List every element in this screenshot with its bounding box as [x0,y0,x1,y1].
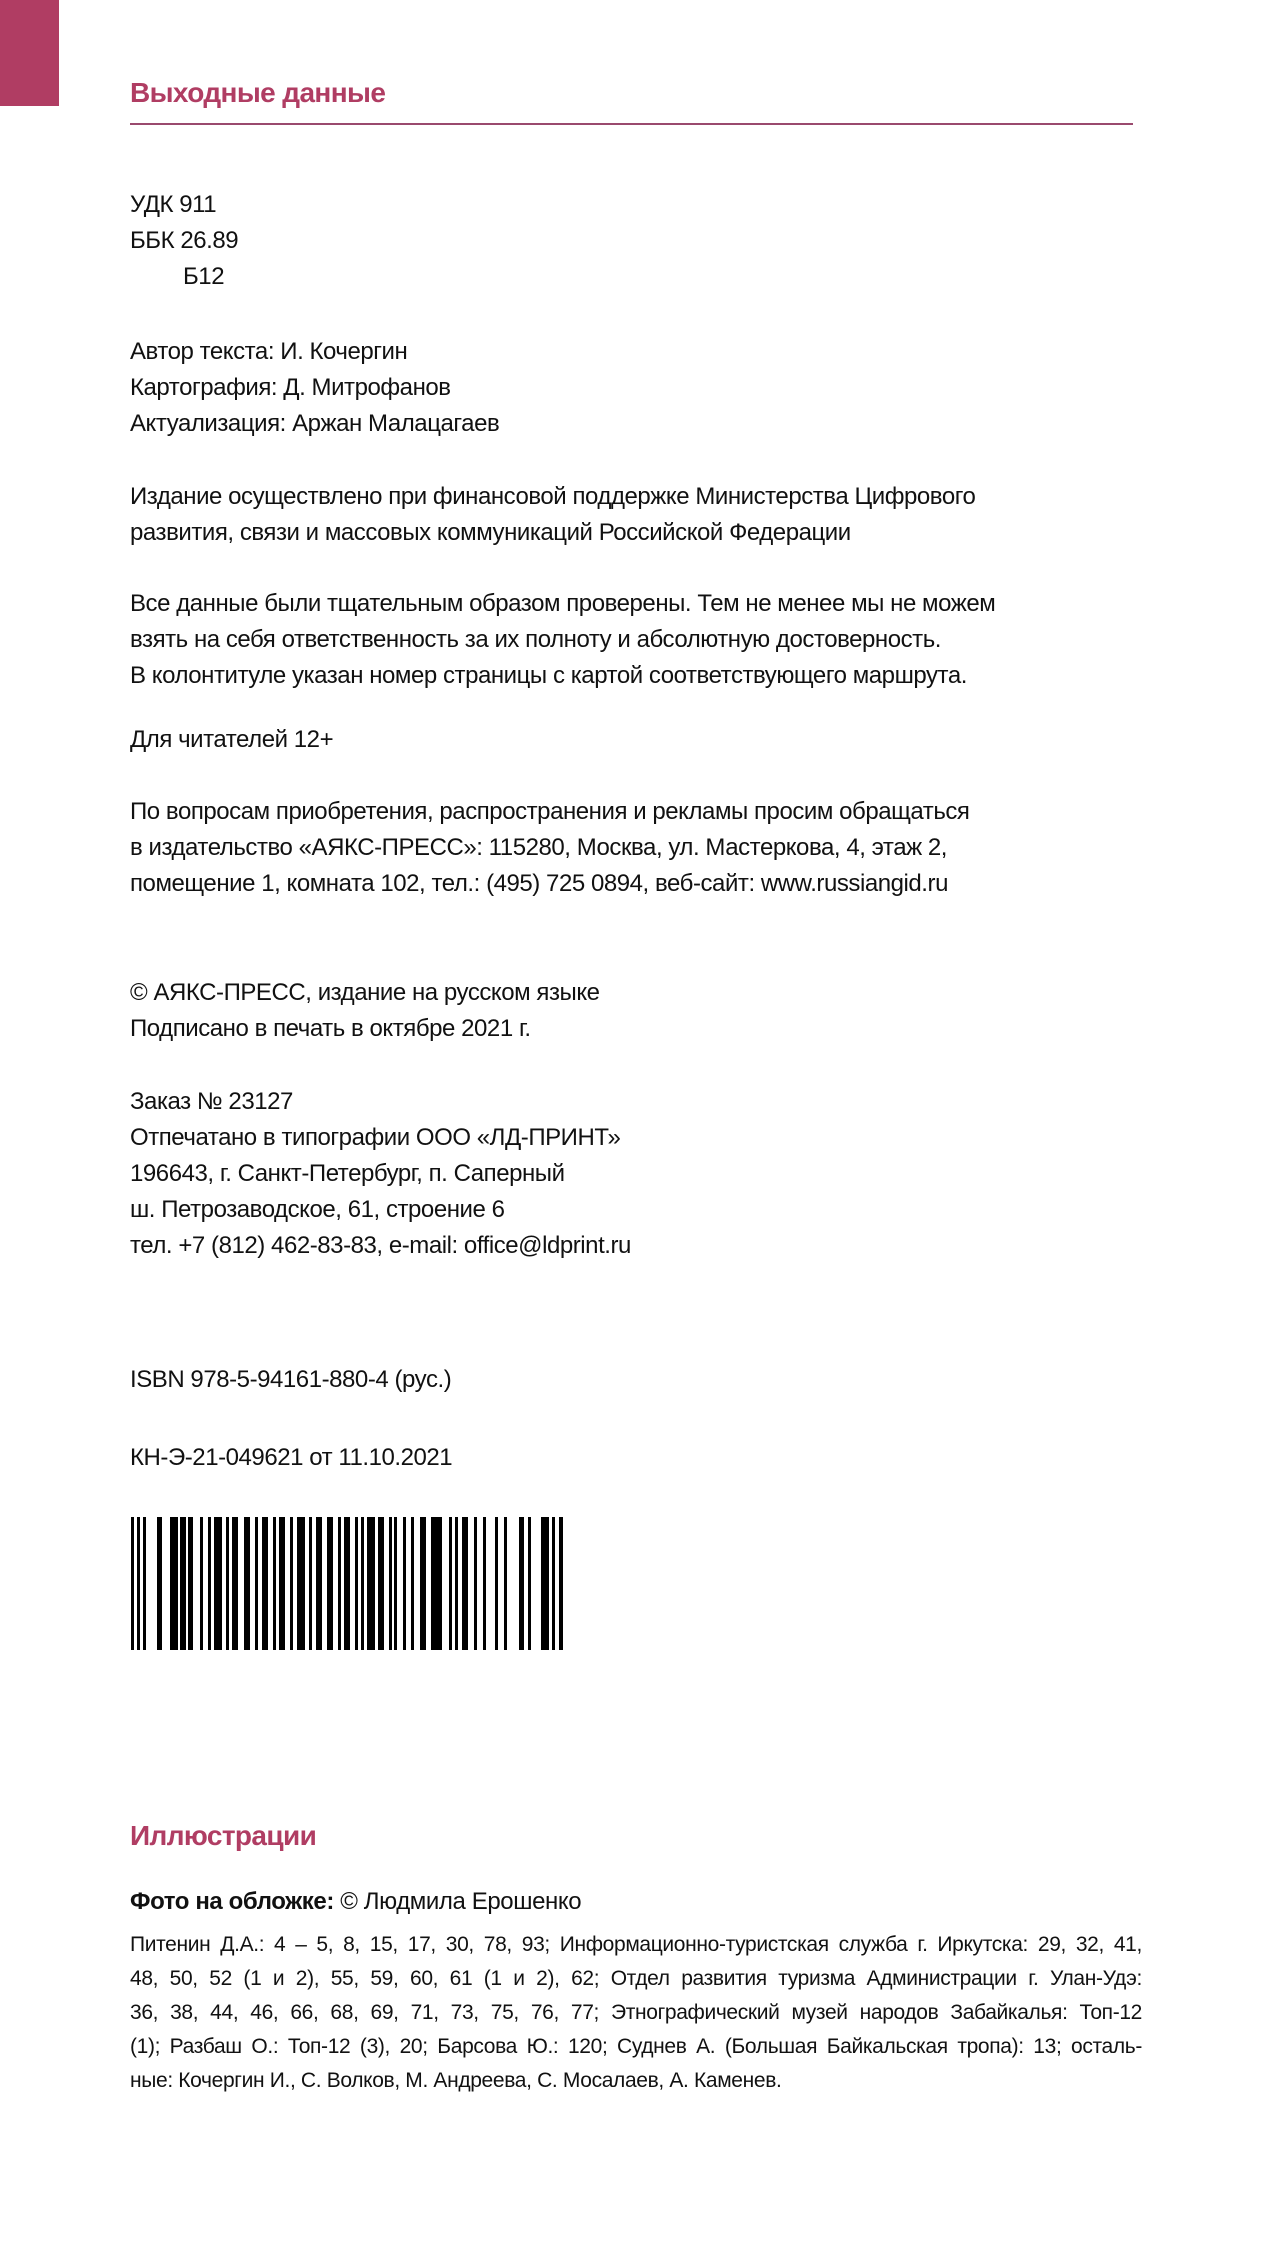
order-number: Заказ № 23127 [130,1088,293,1115]
illustrations-credits-line: 36, 38, 44, 46, 66, 68, 69, 71, 73, 75, 76, 77; Этнографический музей народов Забайкалья: Топ-12 [130,2001,1142,2024]
bbk-code: ББК 26.89 [130,227,239,254]
illustrations-credits-line: 48, 50, 52 (1 и 2), 55, 59, 60, 61 (1 и 2), 62; Отдел развития туризма Администрации г. Улан-Удэ: [130,1967,1142,1990]
age-rating: Для читателей 12+ [130,726,334,753]
printer-address-line: ш. Петрозаводское, 61, строение 6 [130,1196,505,1223]
classification-block [130,187,238,295]
illustrations-credits-line: ные: Кочергин И., С. Волков, М. Андреева, С. Мосалаев, А. Каменев. [130,2069,782,2092]
signed-to-print: Подписано в печать в октябре 2021 г. [130,1015,531,1042]
funding-line: развития, связи и массовых коммуникаций Российской Федерации [130,519,851,546]
disclaimer-line: взять на себя ответственность за их полноту и абсолютную достоверность. [130,626,941,653]
printing-block [130,1084,631,1264]
page-title: Выходные данные [130,77,386,108]
cover-photo-author: © Людмила Ерошенко [333,1888,582,1915]
title-divider [130,123,1133,125]
contacts-block [130,794,969,902]
disclaimer-line: В колонтитуле указан номер страницы с картой соответствующего маршрута. [130,662,967,689]
isbn-block [130,1362,451,1398]
contacts-line: По вопросам приобретения, распространения и рекламы просим обращаться [130,798,970,825]
cover-photo-credit [130,1886,581,1918]
copyright-block [130,975,600,1047]
book-chamber-block [130,1440,452,1476]
funding-block [130,479,975,551]
printer-address-line: 196643, г. Санкт-Петербург, п. Саперный [130,1160,565,1187]
contacts-line: помещение 1, комната 102, тел.: (495) 725 0894, веб-сайт: www.russiangid.ru [130,870,948,897]
disclaimer-line: Все данные были тщательным образом проверены. Тем не менее мы не можем [130,590,996,617]
barcode-icon [131,1517,563,1650]
printer-name: Отпечатано в типографии ООО «ЛД-ПРИНТ» [130,1124,621,1151]
contacts-line: в издательство «АЯКС-ПРЕСС»: 115280, Москва, ул. Мастеркова, 4, этаж 2, [130,834,948,861]
printer-contacts: тел. +7 (812) 462-83-83, e-mail: office@ldprint.ru [130,1232,631,1259]
illustrations-credits-line: (1); Разбаш О.: Топ-12 (3), 20; Барсова Ю.: 120; Суднев А. (Большая Байкальская тропа): 13; осталь- [130,2035,1142,2058]
credit-cartography: Картография: Д. Митрофанов [130,374,451,401]
book-chamber-number: КН-Э-21-049621 от 11.10.2021 [130,1444,453,1471]
funding-line: Издание осуществлено при финансовой поддержке Министерства Цифрового [130,483,976,510]
cover-photo-label: Фото на обложке: [130,1888,334,1915]
credits-block [130,334,499,442]
credit-update: Актуализация: Аржан Малацагаев [130,410,500,437]
disclaimer-block [130,586,995,694]
illustrations-title: Иллюстрации [130,1820,317,1851]
udk-code: УДК 911 [130,191,217,218]
illustrations-credits-line: Питенин Д.А.: 4 – 5, 8, 15, 17, 30, 78, 93; Информационно-туристская служба г. Иркутска: 29, 32, 41, [130,1933,1142,1956]
copyright-line: © АЯКС-ПРЕСС, издание на русском языке [130,979,600,1006]
credit-author: Автор текста: И. Кочергин [130,338,408,365]
illustrations-credits [130,1928,1142,2098]
corner-accent-block [0,0,59,106]
isbn: ISBN 978-5-94161-880-4 (рус.) [130,1366,452,1393]
age-rating-block [130,722,333,758]
author-mark: Б12 [183,263,225,290]
